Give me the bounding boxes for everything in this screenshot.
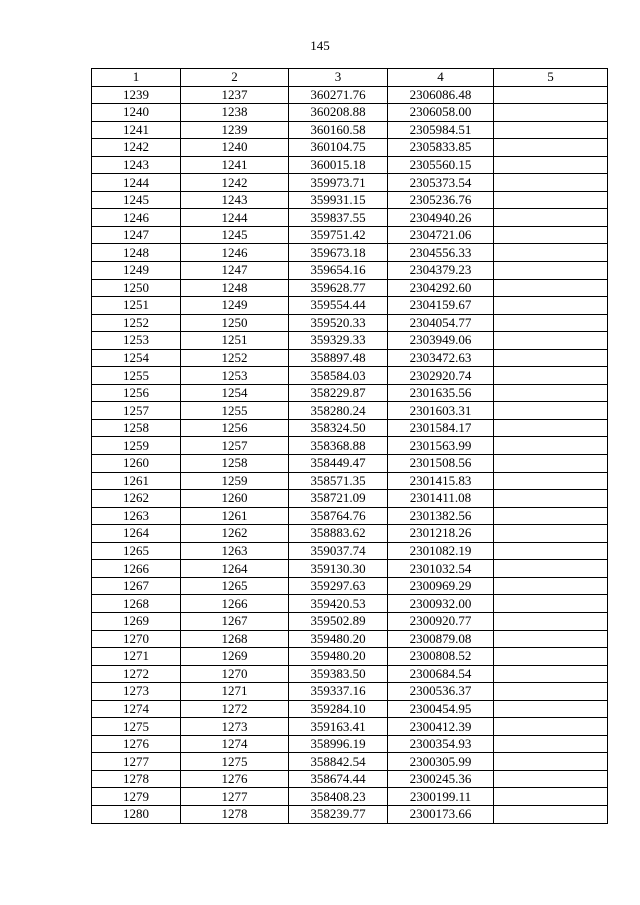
table-cell-col-1: 1260 [92,455,181,473]
table-row [92,595,608,613]
table-cell-col-1: 1264 [92,525,181,543]
table-cell-col-4: 2300808.52 [388,648,494,666]
table-cell-col-4: 2300412.39 [388,718,494,736]
table-row [92,314,608,332]
table-cell-col-2: 1237 [181,86,289,104]
table-cell-col-2: 1243 [181,191,289,209]
table-cell-col-5 [494,770,608,788]
table-cell-col-2: 1238 [181,104,289,122]
table-cell-col-3: 360160.58 [289,121,388,139]
table-cell-col-5 [494,191,608,209]
table-cell-col-1: 1257 [92,402,181,420]
table-cell-col-3: 358897.48 [289,349,388,367]
table-cell-col-1: 1241 [92,121,181,139]
table-cell-col-2: 1272 [181,700,289,718]
table-cell-col-2: 1260 [181,490,289,508]
table-cell-col-5 [494,788,608,806]
table-row [92,753,608,771]
table-row [92,104,608,122]
table-row [92,191,608,209]
table-cell-col-4: 2304379.23 [388,262,494,280]
table-cell-col-1: 1280 [92,805,181,823]
table-cell-col-1: 1245 [92,191,181,209]
table-cell-col-1: 1277 [92,753,181,771]
table-cell-col-4: 2301032.54 [388,560,494,578]
table-row [92,262,608,280]
table-row [92,174,608,192]
table-cell-col-4: 2301415.83 [388,472,494,490]
table-cell-col-1: 1249 [92,262,181,280]
table-cell-col-2: 1278 [181,805,289,823]
table-cell-col-3: 359037.74 [289,542,388,560]
table-cell-col-4: 2300684.54 [388,665,494,683]
table-cell-col-3: 358571.35 [289,472,388,490]
table-cell-col-2: 1248 [181,279,289,297]
table-cell-col-1: 1243 [92,156,181,174]
table-cell-col-4: 2300305.99 [388,753,494,771]
table-cell-col-3: 358764.76 [289,507,388,525]
table-cell-col-5 [494,665,608,683]
table-cell-col-2: 1270 [181,665,289,683]
table-cell-col-1: 1259 [92,437,181,455]
table-cell-col-5 [494,209,608,227]
table-header [92,69,608,87]
table-cell-col-4: 2300932.00 [388,595,494,613]
table-cell-col-3: 359130.30 [289,560,388,578]
table-cell-col-2: 1273 [181,718,289,736]
table-cell-col-1: 1254 [92,349,181,367]
table-row [92,226,608,244]
table-row [92,455,608,473]
table-cell-col-5 [494,139,608,157]
table-cell-col-2: 1275 [181,753,289,771]
table-cell-col-4: 2306058.00 [388,104,494,122]
table-cell-col-1: 1263 [92,507,181,525]
coordinates-table [91,68,608,824]
table-row [92,384,608,402]
table-cell-col-2: 1239 [181,121,289,139]
table-cell-col-5 [494,490,608,508]
table-cell-col-5 [494,577,608,595]
table-cell-col-3: 358408.23 [289,788,388,806]
table-row [92,805,608,823]
table-cell-col-2: 1265 [181,577,289,595]
table-cell-col-1: 1240 [92,104,181,122]
table-row [92,665,608,683]
table-cell-col-4: 2300173.66 [388,805,494,823]
table-row [92,297,608,315]
table-cell-col-1: 1269 [92,612,181,630]
table-cell-col-2: 1264 [181,560,289,578]
table-cell-col-4: 2305984.51 [388,121,494,139]
table-cell-col-2: 1244 [181,209,289,227]
table-cell-col-2: 1247 [181,262,289,280]
table-cell-col-3: 359163.41 [289,718,388,736]
table-cell-col-5 [494,244,608,262]
table-cell-col-4: 2303472.63 [388,349,494,367]
table-cell-col-4: 2305236.76 [388,191,494,209]
table-cell-col-4: 2301082.19 [388,542,494,560]
table-row [92,577,608,595]
table-cell-col-5 [494,630,608,648]
table-row [92,507,608,525]
table-row [92,683,608,701]
table-row [92,788,608,806]
column-header-4: 4 [388,69,494,87]
table-cell-col-5 [494,402,608,420]
table-cell-col-5 [494,525,608,543]
table-cell-col-4: 2304556.33 [388,244,494,262]
table-cell-col-2: 1262 [181,525,289,543]
table-cell-col-4: 2301382.56 [388,507,494,525]
table-cell-col-5 [494,455,608,473]
table-cell-col-3: 360015.18 [289,156,388,174]
table-cell-col-1: 1274 [92,700,181,718]
table-cell-col-5 [494,262,608,280]
table-cell-col-1: 1255 [92,367,181,385]
table-cell-col-5 [494,174,608,192]
table-cell-col-4: 2304159.67 [388,297,494,315]
table-cell-col-3: 359654.16 [289,262,388,280]
table-cell-col-2: 1251 [181,332,289,350]
table-cell-col-1: 1276 [92,735,181,753]
table-cell-col-5 [494,226,608,244]
table-row [92,139,608,157]
table-cell-col-5 [494,560,608,578]
column-header-5: 5 [494,69,608,87]
table-cell-col-5 [494,472,608,490]
table-row [92,244,608,262]
table-cell-col-1: 1261 [92,472,181,490]
table-cell-col-2: 1252 [181,349,289,367]
table-cell-col-5 [494,648,608,666]
table-cell-col-2: 1254 [181,384,289,402]
table-row [92,542,608,560]
table-row [92,437,608,455]
table-row [92,209,608,227]
table-cell-col-3: 359480.20 [289,648,388,666]
table-cell-col-2: 1271 [181,683,289,701]
table-cell-col-4: 2302920.74 [388,367,494,385]
table-cell-col-1: 1275 [92,718,181,736]
table-cell-col-1: 1271 [92,648,181,666]
table-cell-col-3: 358368.88 [289,437,388,455]
table-row [92,86,608,104]
table-cell-col-1: 1252 [92,314,181,332]
table-cell-col-3: 359554.44 [289,297,388,315]
table-cell-col-4: 2304721.06 [388,226,494,244]
table-row [92,472,608,490]
table-cell-col-4: 2300536.37 [388,683,494,701]
column-header-3: 3 [289,69,388,87]
table-cell-col-4: 2303949.06 [388,332,494,350]
table-cell-col-1: 1273 [92,683,181,701]
table-row [92,735,608,753]
table-row [92,612,608,630]
table-row [92,156,608,174]
table-cell-col-2: 1242 [181,174,289,192]
table-cell-col-4: 2301584.17 [388,419,494,437]
table-cell-col-1: 1250 [92,279,181,297]
table-cell-col-2: 1241 [181,156,289,174]
table-cell-col-5 [494,612,608,630]
table-cell-col-2: 1253 [181,367,289,385]
table-cell-col-2: 1245 [181,226,289,244]
column-header-1: 1 [92,69,181,87]
table-cell-col-5 [494,156,608,174]
table-cell-col-4: 2305560.15 [388,156,494,174]
table-cell-col-1: 1244 [92,174,181,192]
table-cell-col-2: 1261 [181,507,289,525]
table-cell-col-1: 1262 [92,490,181,508]
page-number: 145 [310,38,330,53]
table-cell-col-3: 360271.76 [289,86,388,104]
table-cell-col-4: 2300920.77 [388,612,494,630]
table-row [92,332,608,350]
table-cell-col-5 [494,367,608,385]
table-cell-col-3: 359337.16 [289,683,388,701]
table-cell-col-4: 2300245.36 [388,770,494,788]
table-cell-col-4: 2300879.08 [388,630,494,648]
table-cell-col-3: 359480.20 [289,630,388,648]
table-cell-col-5 [494,700,608,718]
table-cell-col-1: 1256 [92,384,181,402]
table-cell-col-4: 2301563.99 [388,437,494,455]
table-cell-col-1: 1247 [92,226,181,244]
table-cell-col-4: 2300969.29 [388,577,494,595]
table-row [92,121,608,139]
table-cell-col-1: 1268 [92,595,181,613]
table-cell-col-3: 359297.63 [289,577,388,595]
table-cell-col-1: 1239 [92,86,181,104]
table-row [92,718,608,736]
table-cell-col-1: 1253 [92,332,181,350]
table-cell-col-2: 1266 [181,595,289,613]
table-cell-col-3: 359502.89 [289,612,388,630]
table-row [92,490,608,508]
table-cell-col-4: 2300199.11 [388,788,494,806]
table-cell-col-3: 359284.10 [289,700,388,718]
table-cell-col-5 [494,753,608,771]
table-cell-col-2: 1274 [181,735,289,753]
table-cell-col-4: 2301411.08 [388,490,494,508]
table-cell-col-5 [494,507,608,525]
table-cell-col-5 [494,332,608,350]
table-cell-col-5 [494,735,608,753]
table-cell-col-5 [494,718,608,736]
table-cell-col-2: 1256 [181,419,289,437]
table-cell-col-4: 2306086.48 [388,86,494,104]
table-cell-col-3: 359751.42 [289,226,388,244]
table-cell-col-1: 1246 [92,209,181,227]
header-row [92,69,608,87]
table-body [92,86,608,823]
table-cell-col-4: 2301635.56 [388,384,494,402]
table-cell-col-3: 358996.19 [289,735,388,753]
table-row [92,367,608,385]
table-cell-col-3: 358674.44 [289,770,388,788]
table-cell-col-5 [494,542,608,560]
table-cell-col-5 [494,121,608,139]
table-cell-col-1: 1258 [92,419,181,437]
table-cell-col-2: 1257 [181,437,289,455]
table-cell-col-4: 2304292.60 [388,279,494,297]
table-cell-col-5 [494,314,608,332]
table-cell-col-4: 2305833.85 [388,139,494,157]
table-cell-col-3: 359329.33 [289,332,388,350]
table-cell-col-2: 1269 [181,648,289,666]
table-cell-col-5 [494,384,608,402]
table-cell-col-3: 359628.77 [289,279,388,297]
table-cell-col-5 [494,595,608,613]
table-cell-col-3: 359931.15 [289,191,388,209]
table-cell-col-4: 2300354.93 [388,735,494,753]
table-cell-col-2: 1258 [181,455,289,473]
table-cell-col-5 [494,86,608,104]
table-cell-col-3: 360104.75 [289,139,388,157]
table-cell-col-3: 359520.33 [289,314,388,332]
table-cell-col-3: 359383.50 [289,665,388,683]
table-cell-col-5 [494,419,608,437]
table-cell-col-2: 1267 [181,612,289,630]
table-cell-col-5 [494,349,608,367]
table-cell-col-3: 358721.09 [289,490,388,508]
table-cell-col-2: 1246 [181,244,289,262]
table-cell-col-1: 1242 [92,139,181,157]
table-row [92,525,608,543]
table-cell-col-2: 1259 [181,472,289,490]
table-cell-col-5 [494,297,608,315]
table-cell-col-1: 1265 [92,542,181,560]
table-cell-col-2: 1249 [181,297,289,315]
table-cell-col-5 [494,805,608,823]
table-cell-col-4: 2301603.31 [388,402,494,420]
table-cell-col-1: 1270 [92,630,181,648]
table-cell-col-2: 1263 [181,542,289,560]
table-cell-col-2: 1250 [181,314,289,332]
table-cell-col-4: 2301218.26 [388,525,494,543]
table-cell-col-5 [494,437,608,455]
table-cell-col-4: 2300454.95 [388,700,494,718]
table-cell-col-5 [494,104,608,122]
table-cell-col-1: 1267 [92,577,181,595]
table-cell-col-2: 1268 [181,630,289,648]
table-cell-col-3: 359673.18 [289,244,388,262]
table-row [92,630,608,648]
table-cell-col-3: 358229.87 [289,384,388,402]
table-cell-col-3: 358239.77 [289,805,388,823]
table-cell-col-5 [494,683,608,701]
table-cell-col-2: 1276 [181,770,289,788]
table-cell-col-1: 1248 [92,244,181,262]
table-cell-col-3: 358883.62 [289,525,388,543]
table-cell-col-3: 358324.50 [289,419,388,437]
table-row [92,419,608,437]
table-cell-col-2: 1240 [181,139,289,157]
table-cell-col-3: 358280.24 [289,402,388,420]
table-row [92,560,608,578]
table-cell-col-3: 358449.47 [289,455,388,473]
table-row [92,349,608,367]
table-cell-col-1: 1278 [92,770,181,788]
table-cell-col-3: 358842.54 [289,753,388,771]
table-cell-col-4: 2304054.77 [388,314,494,332]
table-row [92,402,608,420]
table-cell-col-3: 359837.55 [289,209,388,227]
table-cell-col-3: 360208.88 [289,104,388,122]
table-cell-col-3: 359420.53 [289,595,388,613]
table-cell-col-5 [494,279,608,297]
table-row [92,648,608,666]
table-cell-col-1: 1266 [92,560,181,578]
table-row [92,700,608,718]
table-cell-col-3: 358584.03 [289,367,388,385]
table-cell-col-4: 2305373.54 [388,174,494,192]
table-cell-col-1: 1251 [92,297,181,315]
table-cell-col-2: 1255 [181,402,289,420]
table-row [92,279,608,297]
table-cell-col-1: 1272 [92,665,181,683]
table-cell-col-2: 1277 [181,788,289,806]
table-cell-col-4: 2304940.26 [388,209,494,227]
table-cell-col-1: 1279 [92,788,181,806]
table-cell-col-3: 359973.71 [289,174,388,192]
table-row [92,770,608,788]
column-header-2: 2 [181,69,289,87]
table-cell-col-4: 2301508.56 [388,455,494,473]
